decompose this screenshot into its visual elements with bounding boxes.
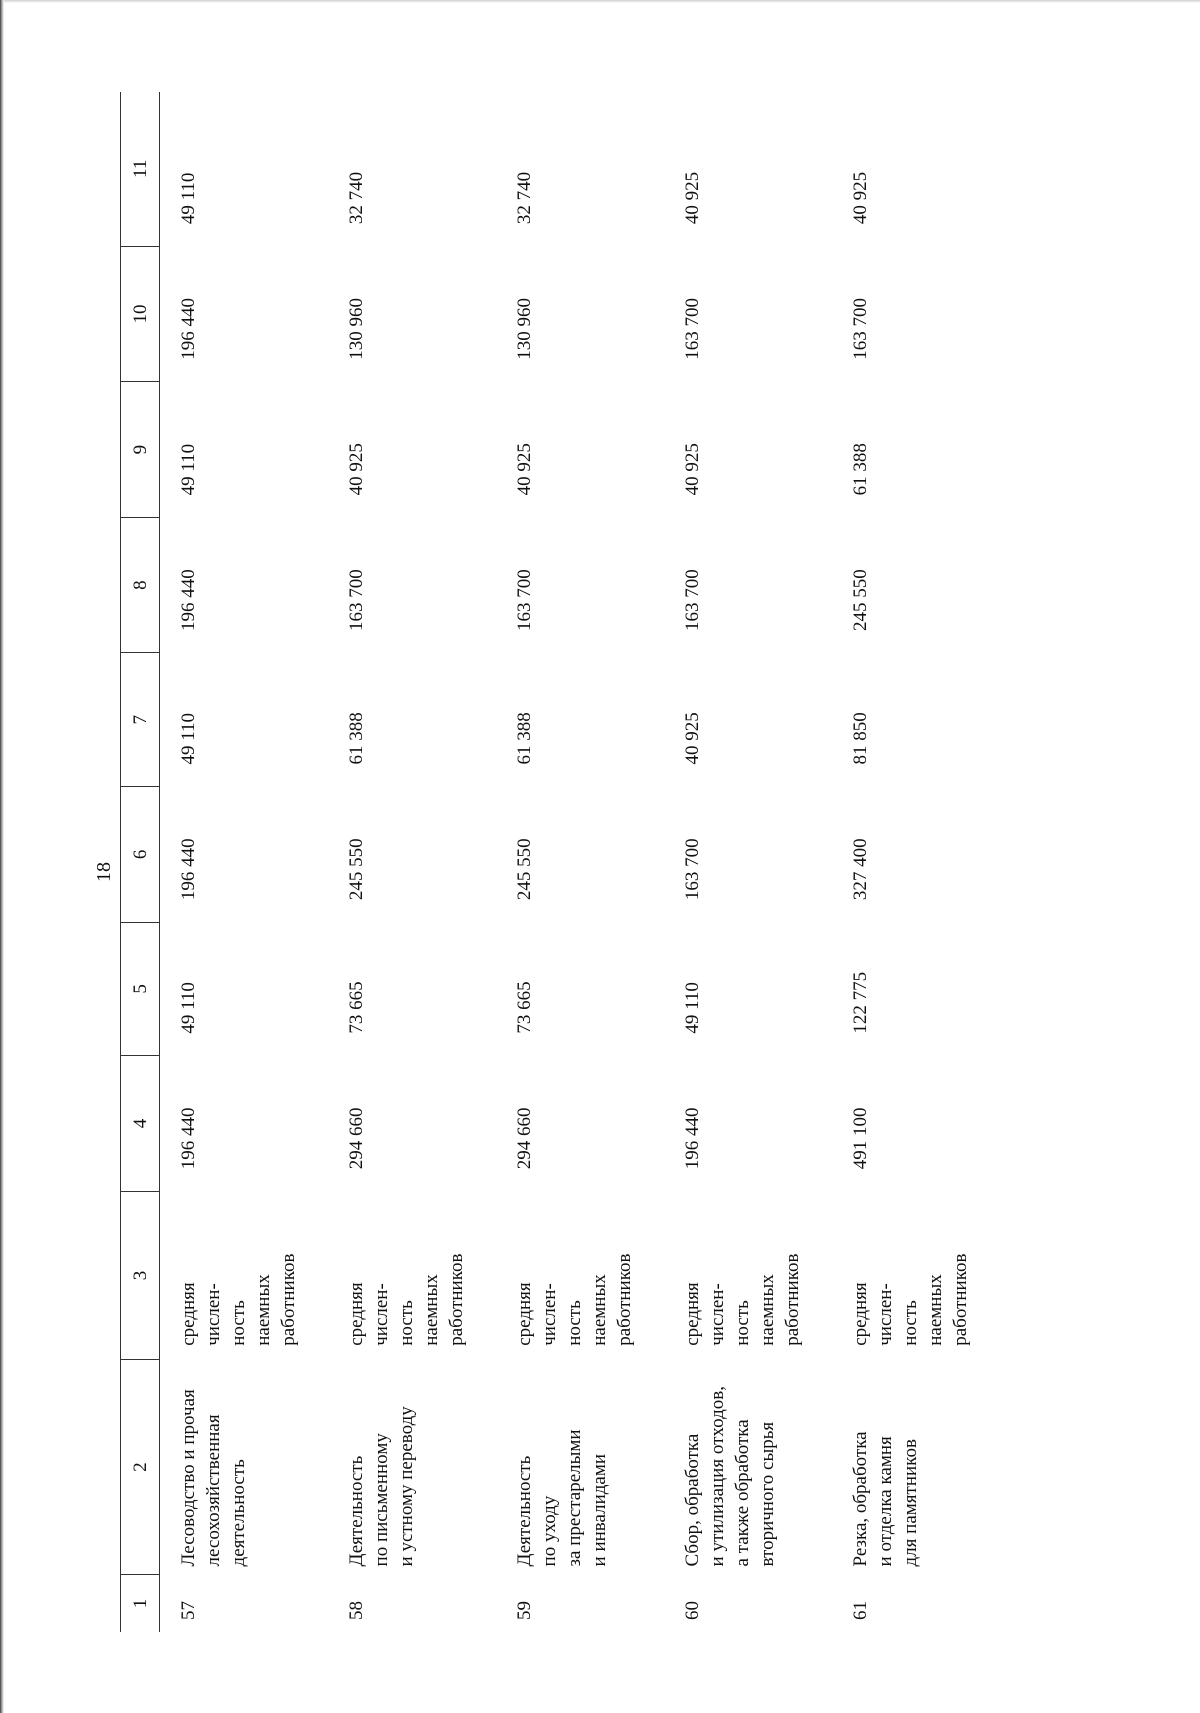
table-row [832, 92, 1000, 1632]
activity-line: и отделка камня [875, 1436, 896, 1567]
activity-name [496, 1360, 664, 1575]
rotated-page-content [120, 92, 1060, 1632]
column-header: 10 [121, 246, 160, 382]
activity-line: и утилизация отходов, [707, 1385, 728, 1567]
value-cell: 196 440 [682, 1107, 703, 1170]
activity-line: за престарелыми [564, 1429, 585, 1567]
row-number: 57 [178, 1601, 199, 1620]
indicator-line: числен- [539, 1283, 560, 1346]
indicator [664, 1191, 832, 1359]
indicator-line: ность [564, 1300, 585, 1346]
value-cell: 491 100 [850, 1107, 871, 1170]
value-cell: 49 110 [178, 712, 199, 765]
value-cell: 163 700 [850, 298, 871, 360]
value-cell: 245 550 [514, 838, 535, 901]
activity-line: и устному переводу [396, 1406, 417, 1567]
column-header: 9 [121, 382, 160, 518]
activity-line: а также обработка [732, 1419, 753, 1567]
indicator-line: наемных [253, 1274, 274, 1346]
column-header: 1 [121, 1574, 160, 1632]
value-cell: 49 110 [178, 443, 199, 496]
activity-line: вторичного сырья [757, 1421, 778, 1567]
value-cell: 49 110 [682, 982, 703, 1034]
table-row [664, 92, 832, 1632]
value-cell: 40 925 [850, 171, 871, 225]
indicator [832, 1191, 1000, 1359]
indicator [160, 1191, 329, 1359]
page-number: 18 [93, 862, 115, 882]
table-header-row [121, 92, 160, 1632]
activity-line: по письменному [371, 1433, 392, 1567]
value-cell: 245 550 [346, 838, 367, 901]
value-cell: 32 740 [346, 171, 367, 225]
activity-name [328, 1360, 496, 1575]
indicator-line: работников [782, 1253, 803, 1346]
indicator-line: средняя [346, 1282, 367, 1346]
row-number: 60 [682, 1601, 703, 1620]
row-number: 59 [514, 1601, 535, 1620]
scan-left-edge [0, 0, 4, 1713]
indicator-line: числен- [875, 1283, 896, 1346]
scan-top-edge [0, 0, 1200, 3]
indicator-line: ность [396, 1300, 417, 1346]
activity-line: Лесоводство и прочая [178, 1389, 199, 1567]
column-header: 11 [121, 92, 160, 246]
value-cell: 163 700 [682, 569, 703, 631]
value-cell: 245 550 [850, 569, 871, 631]
value-cell: 61 388 [850, 443, 871, 496]
activity-line: для памятников [900, 1439, 921, 1567]
indicator-line: числен- [371, 1283, 392, 1346]
value-cell: 163 700 [346, 569, 367, 631]
indicator-line: работников [950, 1253, 971, 1346]
indicator-line: ность [732, 1300, 753, 1346]
value-cell: 40 925 [682, 712, 703, 765]
value-cell: 196 440 [178, 298, 199, 360]
activity-line: и инвалидами [589, 1453, 610, 1567]
column-header: 6 [121, 787, 160, 923]
activity-line: деятельность [228, 1459, 249, 1567]
table-row [160, 92, 329, 1632]
value-cell: 163 700 [514, 569, 535, 631]
value-cell: 122 775 [850, 971, 871, 1034]
value-cell: 40 925 [346, 443, 367, 496]
value-cell: 130 960 [514, 298, 535, 360]
indicator [328, 1191, 496, 1359]
value-cell: 49 110 [178, 982, 199, 1034]
row-number: 61 [850, 1601, 871, 1620]
value-cell: 49 110 [178, 172, 199, 225]
activity-name [832, 1360, 1000, 1575]
value-cell: 40 925 [514, 443, 535, 496]
column-header: 4 [121, 1056, 160, 1192]
value-cell: 81 850 [850, 712, 871, 765]
activity-name [160, 1360, 329, 1575]
indicator-line: работников [278, 1253, 299, 1346]
indicator-line: числен- [203, 1283, 224, 1346]
activity-line: Деятельность [514, 1455, 535, 1567]
value-cell: 163 700 [682, 298, 703, 360]
activity-line: Резка, обработка [850, 1431, 871, 1567]
indicator-line: ность [900, 1300, 921, 1346]
value-cell: 196 440 [178, 838, 199, 901]
activity-line: по уходу [539, 1495, 560, 1567]
value-cell: 196 440 [178, 569, 199, 631]
table-row [328, 92, 496, 1632]
column-header: 8 [121, 517, 160, 653]
value-cell: 294 660 [514, 1107, 535, 1170]
activity-line: Сбор, обработка [682, 1433, 703, 1567]
indicator-line: средняя [850, 1282, 871, 1346]
value-cell: 32 740 [514, 171, 535, 225]
column-header: 7 [121, 653, 160, 787]
fee-table [120, 92, 1000, 1632]
table-row [496, 92, 664, 1632]
value-cell: 61 388 [514, 712, 535, 765]
indicator-line: средняя [514, 1282, 535, 1346]
indicator-line: наемных [757, 1274, 778, 1346]
indicator-line: числен- [707, 1283, 728, 1346]
indicator [496, 1191, 664, 1359]
activity-line: лесохозяйственная [203, 1414, 224, 1567]
indicator-line: наемных [421, 1274, 442, 1346]
indicator-line: ность [228, 1300, 249, 1346]
value-cell: 294 660 [346, 1107, 367, 1170]
column-header: 5 [121, 922, 160, 1056]
indicator-line: наемных [925, 1274, 946, 1346]
value-cell: 163 700 [682, 838, 703, 901]
value-cell: 73 665 [514, 981, 535, 1034]
column-header: 2 [121, 1360, 160, 1575]
value-cell: 196 440 [178, 1107, 199, 1170]
indicator-line: работников [446, 1253, 467, 1346]
row-number: 58 [346, 1601, 367, 1620]
indicator-line: средняя [682, 1282, 703, 1346]
activity-line: Деятельность [346, 1455, 367, 1567]
indicator-line: наемных [589, 1274, 610, 1346]
value-cell: 73 665 [346, 981, 367, 1034]
value-cell: 40 925 [682, 443, 703, 496]
value-cell: 327 400 [850, 838, 871, 901]
indicator-line: средняя [178, 1282, 199, 1346]
indicator-line: работников [614, 1253, 635, 1346]
column-header: 3 [121, 1191, 160, 1359]
value-cell: 40 925 [682, 171, 703, 225]
value-cell: 61 388 [346, 712, 367, 765]
value-cell: 130 960 [346, 298, 367, 360]
activity-name [664, 1360, 832, 1575]
